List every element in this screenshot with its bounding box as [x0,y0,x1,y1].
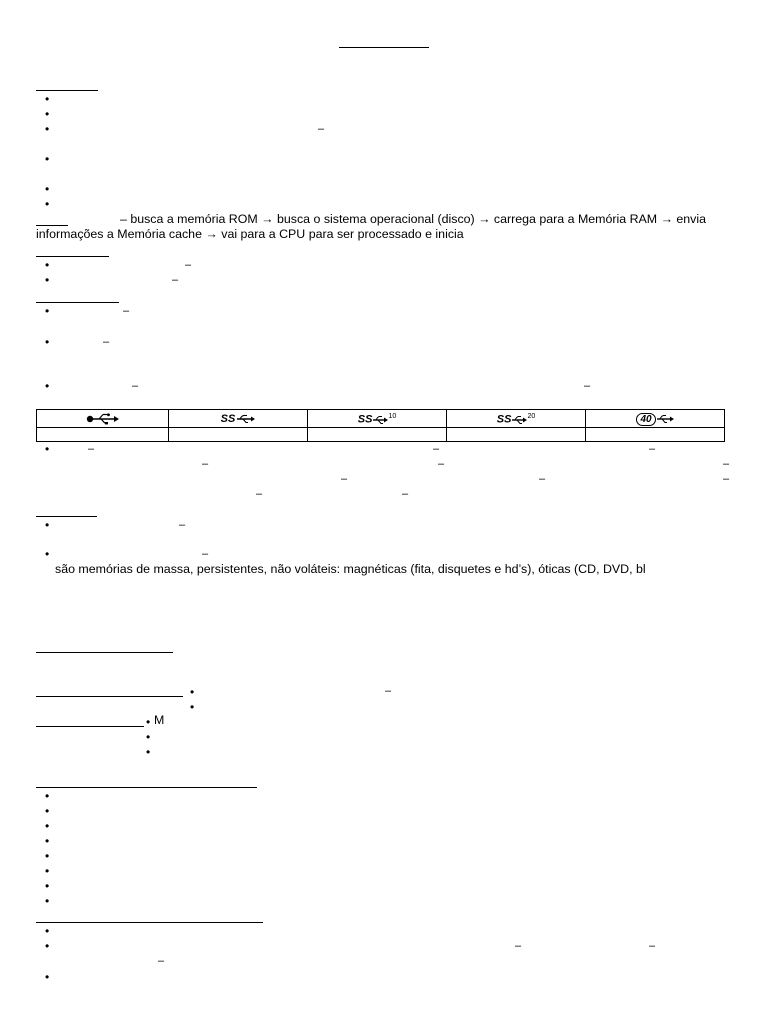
storage-description-line: são memórias de massa, persistentes, não voláteis: magnéticas (fita, disquetes e hd’s), óticas (CD, DVD, bl [55,562,646,576]
bullet: • [146,715,151,729]
usb-icons-table [36,409,725,442]
dash: – [88,443,95,455]
section-1-heading-underline [36,90,98,91]
dash: – [649,940,656,952]
dash: – [723,473,730,485]
dash: – [584,380,591,392]
usb-table-cell [308,428,447,442]
bullet: • [45,970,50,984]
dash: – [385,685,392,697]
bullet: • [45,518,50,532]
dash: – [433,443,440,455]
section-8-heading-underline [36,787,257,788]
bullet: • [45,122,50,136]
section-4-heading-underline [36,516,97,517]
usb-superspeed-10-icon [358,411,396,426]
dash: – [103,336,110,348]
section-2-heading-underline [36,256,109,257]
dash: – [158,955,165,967]
bullet: • [45,547,50,561]
usb-superspeed-icon [221,413,256,425]
bullet: • [45,182,50,196]
dash: – [202,458,209,470]
bullet: • [45,864,50,878]
bullet: • [45,335,50,349]
boot-term-underline [36,225,68,226]
speed-40-label: 40 [636,413,655,426]
dash: – [318,123,325,135]
dash: – [539,473,546,485]
section-9-heading-underline [36,922,263,923]
ss-text: SS [220,413,236,426]
usb-superspeed-20-icon [497,411,535,426]
dash: – [123,305,130,317]
dash: – [202,548,209,560]
bullet: • [45,258,50,272]
bullet: • [190,685,195,699]
bullet: • [190,700,195,714]
bullet: • [45,894,50,908]
dash: – [649,443,656,455]
bullet: • [45,197,50,211]
bullet: • [146,730,151,744]
section-7-heading-underline [36,726,144,727]
bullet: • [45,92,50,106]
bullet: • [45,939,50,953]
boot-paragraph-line-2: informações a Memória cache → vai para a CPU para ser processado e inicia [36,227,464,241]
usb-table-cell [447,428,586,442]
dash: – [256,488,263,500]
dash: – [515,940,522,952]
bullet: • [45,819,50,833]
section-5-heading-underline [36,652,173,653]
dash: – [172,274,179,286]
dash: – [341,473,348,485]
bullet: • [45,924,50,938]
bullet: • [45,107,50,121]
bullet: • [45,442,50,456]
dash: – [185,259,192,271]
bullet: • [45,379,50,393]
dash: – [402,488,409,500]
usb-trident-icon [86,413,120,425]
usb-table-cell [447,410,586,428]
bullet: • [45,804,50,818]
dash: – [132,380,139,392]
speed-20-label: 20 [527,413,536,421]
speed-10-label: 10 [388,413,397,421]
bullet: • [146,745,151,759]
usb-table-cell [37,410,169,428]
boot-paragraph-line-1: – busca a memória ROM → busca o sistema operacional (disco) → carrega para a Memória RAM → envia [120,212,707,226]
bullet: • [45,879,50,893]
bullet: • [45,789,50,803]
usb-table-cell [37,428,169,442]
usb-table-cell [586,428,725,442]
list-item-m: M [154,713,165,727]
dash: – [723,458,730,470]
title-underline [339,47,429,48]
bullet: • [45,849,50,863]
bullet: • [45,304,50,318]
dash: – [438,458,445,470]
usb-table-cell [169,410,308,428]
bullet: • [45,273,50,287]
section-6-heading-underline [36,696,183,697]
usb-table-cell [586,410,725,428]
bullet: • [45,834,50,848]
usb-table-cell [308,410,447,428]
ss-text: SS [357,414,373,427]
dash: – [179,519,186,531]
bullet: • [45,152,50,166]
usb-table-cell [169,428,308,442]
ss-text: SS [496,414,512,427]
usb4-40-icon [636,413,673,426]
section-3-heading-underline [36,302,119,303]
